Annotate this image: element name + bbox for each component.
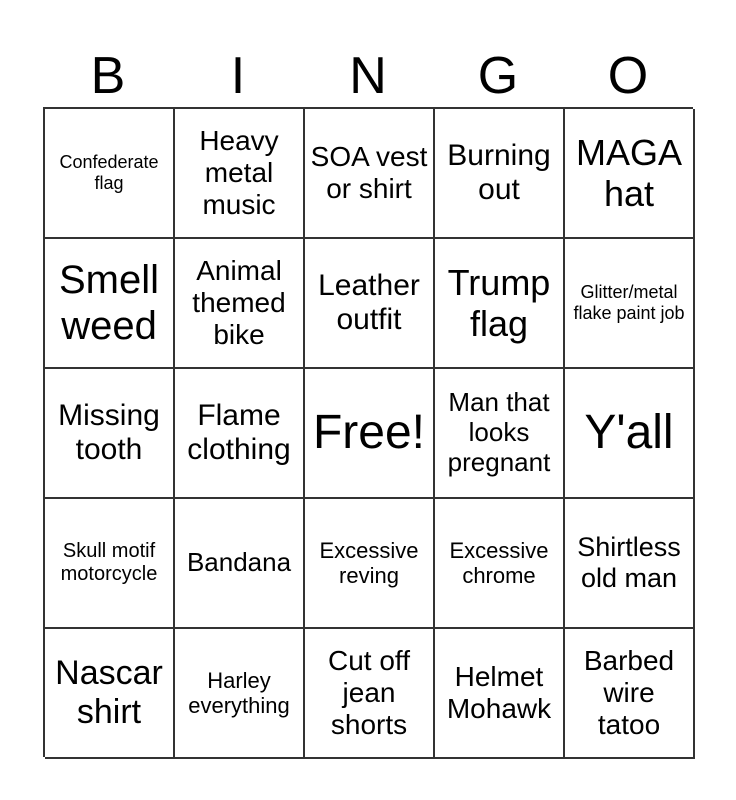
cell-text: Bandana (186, 547, 292, 578)
header-letter-g: G (477, 47, 519, 105)
cell-text: Missing tooth (58, 398, 160, 466)
bingo-header (43, 44, 693, 108)
cell-text: Burning out (447, 138, 551, 206)
bingo-cell[interactable] (565, 109, 695, 239)
bingo-cell[interactable] (305, 109, 435, 239)
bingo-board (43, 107, 693, 757)
bingo-cell[interactable] (175, 109, 305, 239)
bingo-cell[interactable] (435, 369, 565, 499)
bingo-cell[interactable] (435, 239, 565, 369)
bingo-cell[interactable] (45, 499, 175, 629)
cell-text: Smell weed (58, 258, 160, 348)
cell-text: Animal themed bike (192, 254, 286, 351)
bingo-cell[interactable] (45, 629, 175, 759)
cell-text: Skull motif motorcycle (60, 540, 158, 585)
cell-text: Excessive chrome (449, 537, 549, 588)
free-space-text: Free! (312, 406, 426, 460)
cell-text: Harley everything (188, 667, 290, 718)
cell-text: Heavy metal music (199, 124, 279, 221)
free-space[interactable] (305, 369, 435, 499)
cell-text: Y'all (584, 406, 674, 460)
bingo-cell[interactable] (175, 499, 305, 629)
cell-text: Glitter/metal flake paint job (573, 282, 685, 323)
bingo-cell[interactable] (175, 239, 305, 369)
cell-text: Nascar shirt (55, 653, 163, 731)
bingo-cell[interactable] (305, 499, 435, 629)
bingo-cell[interactable] (175, 369, 305, 499)
header-letter-n: N (349, 47, 387, 105)
bingo-cell[interactable] (565, 239, 695, 369)
cell-text: Leather outfit (318, 268, 420, 336)
cell-text: Excessive reving (319, 537, 419, 588)
header-letter-b: B (90, 47, 126, 105)
cell-text: Helmet Mohawk (446, 660, 552, 724)
header-letter-i: I (230, 47, 246, 105)
bingo-cell[interactable] (305, 239, 435, 369)
bingo-cell[interactable] (435, 629, 565, 759)
bingo-cell[interactable] (45, 109, 175, 239)
header-letter-o: O (607, 47, 649, 105)
bingo-cell[interactable] (305, 629, 435, 759)
bingo-cell[interactable] (45, 369, 175, 499)
cell-text: Man that looks pregnant (447, 387, 551, 477)
bingo-cell[interactable] (565, 629, 695, 759)
cell-text: MAGA hat (575, 131, 682, 214)
bingo-cell[interactable] (565, 369, 695, 499)
cell-text: Trump flag (447, 261, 551, 344)
bingo-cell[interactable] (175, 629, 305, 759)
cell-text: SOA vest or shirt (310, 140, 428, 204)
cell-text: Flame clothing (187, 398, 291, 466)
cell-text: Barbed wire tatoo (583, 644, 675, 741)
cell-text: Confederate flag (59, 152, 159, 193)
bingo-cell[interactable] (435, 499, 565, 629)
bingo-cell[interactable] (435, 109, 565, 239)
bingo-cell[interactable] (565, 499, 695, 629)
cell-text: Cut off jean shorts (328, 644, 410, 741)
bingo-cell[interactable] (45, 239, 175, 369)
cell-text: Shirtless old man (577, 531, 681, 593)
